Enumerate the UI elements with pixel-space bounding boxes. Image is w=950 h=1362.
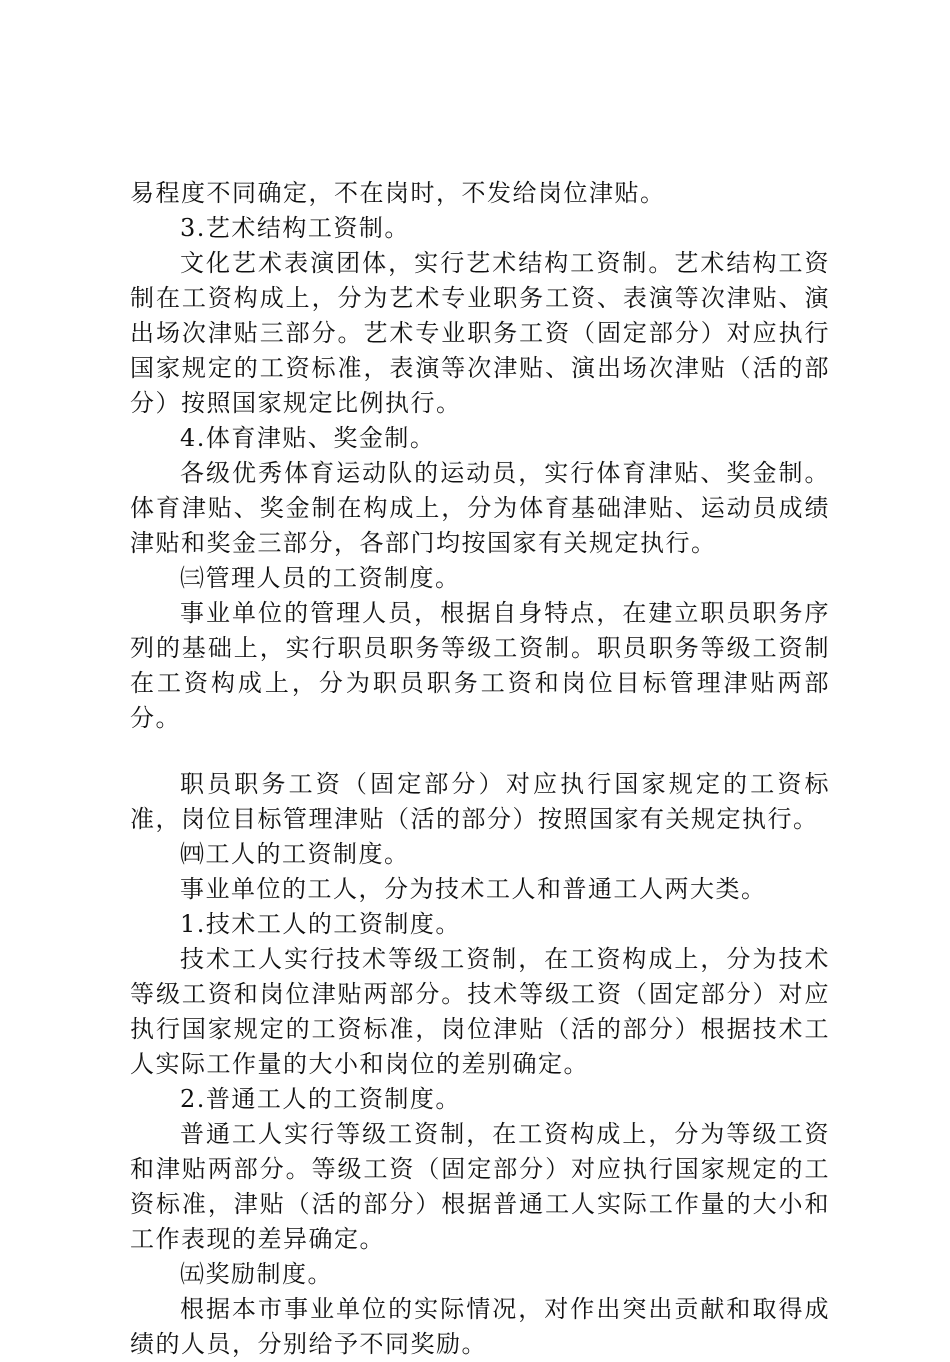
heading-worker-wage: ㈣工人的工资制度。 bbox=[180, 840, 410, 868]
paragraph-management-wage: 事业单位的管理人员，根据自身特点，在建立职员职务序列的基础上，实行职员职务等级工资制。职员职务等级工资制在工资构成上，分为职员职务工资和岗位目标管理津贴两部分。 bbox=[130, 599, 830, 732]
paragraph-sports-allowance: 各级优秀体育运动队的运动员，实行体育津贴、奖金制。体育津贴、奖金制在构成上，分为体育基础津贴、运动员成绩津贴和奖金三部分，各部门均按国家有关规定执行。 bbox=[130, 459, 830, 557]
paragraph-art-structure-wage: 文化艺术表演团体，实行艺术结构工资制。艺术结构工资制在工资构成上，分为艺术专业职务工资、表演等次津贴、演出场次津贴三部分。艺术专业职务工资（固定部分）对应执行国家规定的工资标准，表演等次津贴、演出场次津贴（活的部分）按照国家规定比例执行。 bbox=[130, 249, 830, 417]
paragraph-general-worker-wage: 普通工人实行等级工资制，在工资构成上，分为等级工资和津贴两部分。等级工资（固定部分）对应执行国家规定的工资标准，津贴（活的部分）根据普通工人实际工作量的大小和工作表现的差异确定。 bbox=[130, 1120, 830, 1253]
heading-reward-system: ㈤奖励制度。 bbox=[180, 1260, 333, 1288]
heading-art-structure-wage: 3.艺术结构工资制。 bbox=[180, 214, 410, 242]
paragraph-worker-categories: 事业单位的工人，分为技术工人和普通工人两大类。 bbox=[180, 875, 767, 903]
paragraph-staff-position-wage: 职员职务工资（固定部分）对应执行国家规定的工资标准，岗位目标管理津贴（活的部分）按照国家有关规定执行。 bbox=[130, 770, 830, 833]
heading-management-wage: ㈢管理人员的工资制度。 bbox=[180, 564, 461, 592]
heading-general-worker-wage: 2.普通工人的工资制度。 bbox=[180, 1085, 461, 1113]
paragraph-reward-system: 根据本市事业单位的实际情况，对作出突出贡献和取得成绩的人员，分别给予不同奖励。 bbox=[130, 1295, 830, 1358]
paragraph-technical-worker-wage: 技术工人实行技术等级工资制，在工资构成上，分为技术等级工资和岗位津贴两部分。技术等级工资（固定部分）对应执行国家规定的工资标准，岗位津贴（活的部分）根据技术工人实际工作量的大小和岗位的差别确定。 bbox=[130, 945, 830, 1078]
heading-technical-worker-wage: 1.技术工人的工资制度。 bbox=[180, 910, 461, 938]
paragraph-continuation: 易程度不同确定，不在岗时，不发给岗位津贴。 bbox=[130, 179, 666, 207]
document-body bbox=[130, 176, 830, 1362]
heading-sports-allowance: 4.体育津贴、奖金制。 bbox=[180, 424, 436, 452]
